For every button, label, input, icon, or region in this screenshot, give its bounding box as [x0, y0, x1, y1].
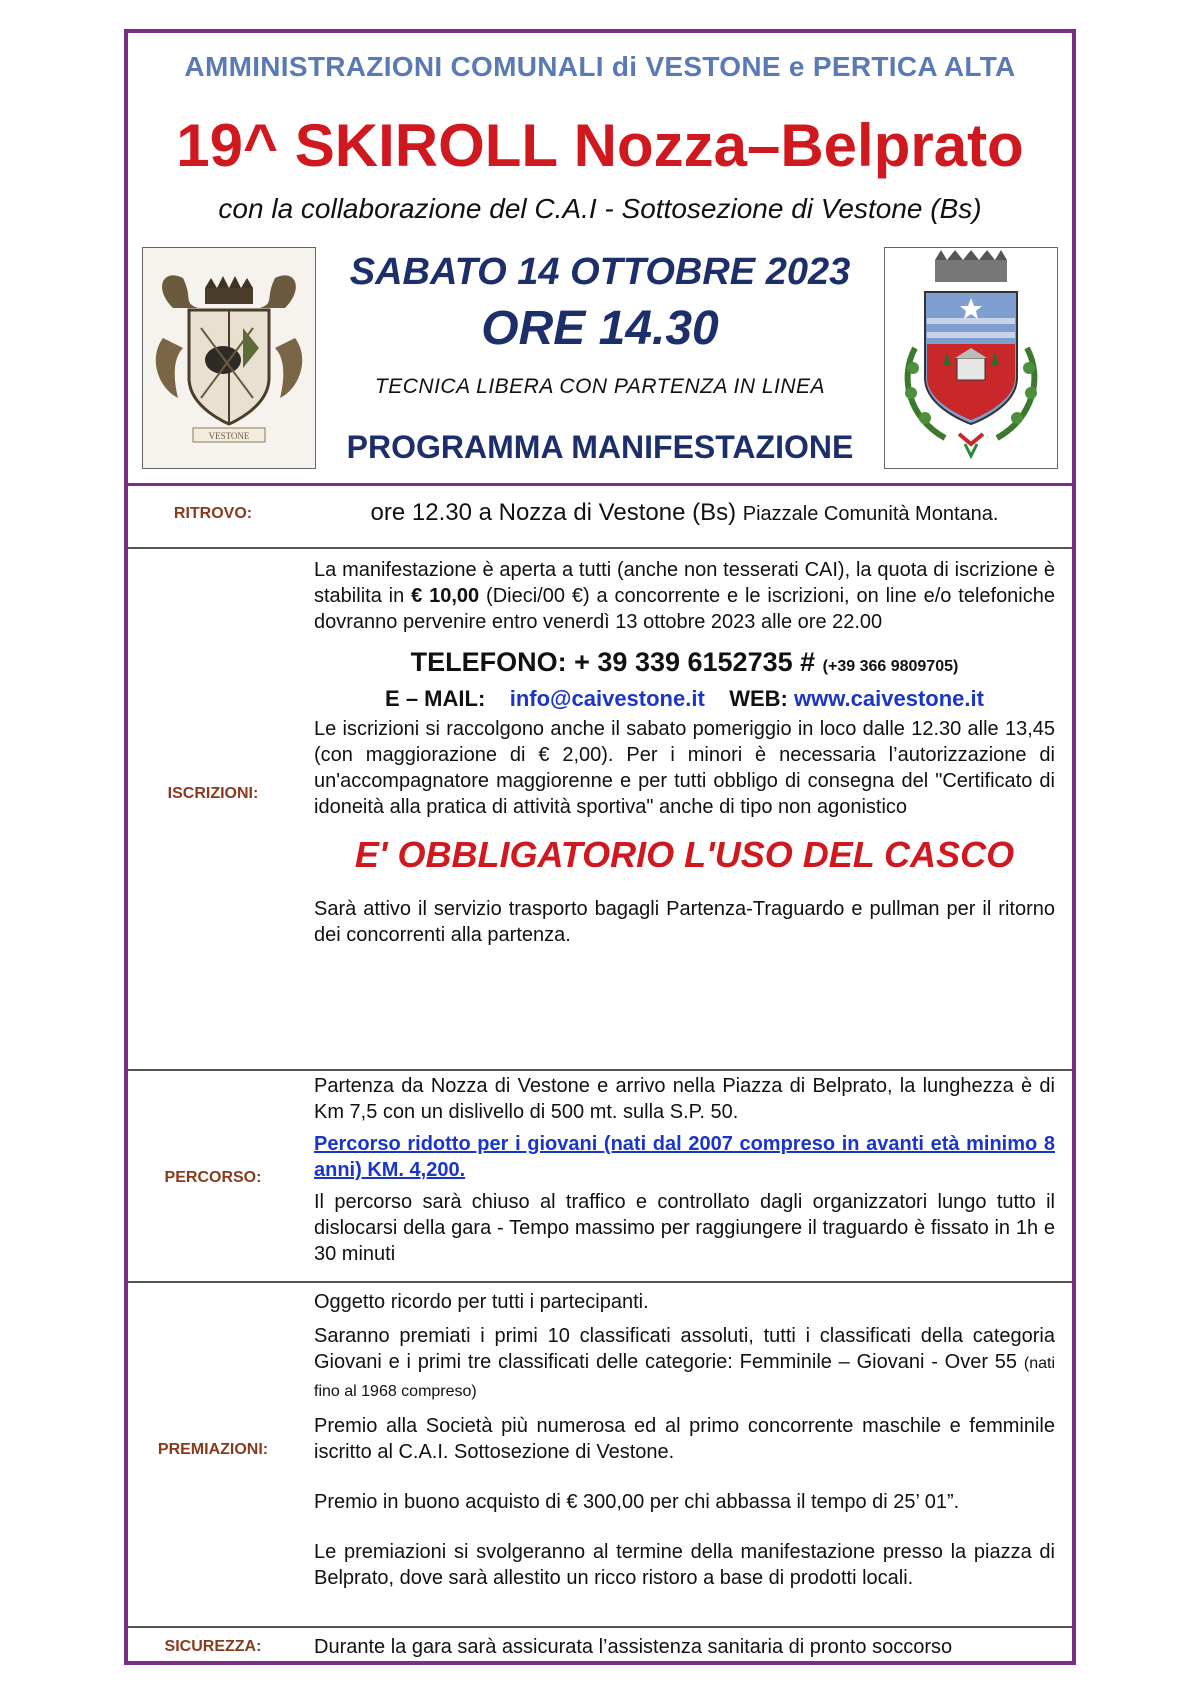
pertica-alta-crest-icon [885, 248, 1057, 468]
event-date: SABATO 14 OTTOBRE 2023 [349, 251, 851, 293]
web-label: WEB: [729, 686, 788, 711]
sicurezza-text: Durante la gara sarà assicurata l’assistenza sanitaria di pronto soccorso [314, 1636, 953, 1658]
sicurezza-row [128, 1626, 1072, 1665]
percorso-label: PERCORSO: [164, 1169, 262, 1186]
iscrizioni-p1-text-2: (Dieci/00 €) a concorrente e le iscrizioni, on line e/o telefoniche dovranno pervenire entro venerdì 13 ottobre 2023 alle ore 22.00 [314, 585, 1055, 633]
ritrovo-label: RITROVO: [173, 505, 253, 522]
email-label: E – MAIL: [385, 686, 486, 711]
premiazioni-p2-text: Saranno premiati i primi 10 classificati assoluti, tutti i classificati della categoria Giovani e i primi tre classificati delle categorie: Femminile – Giovani - Over 55 [314, 1325, 1055, 1373]
contact-line [314, 686, 1055, 712]
iscrizioni-paragraph-3: Sarà attivo il servizio trasporto bagagli Partenza-Traguardo e pullman per il ritorno dei concorrenti alla partenza. [314, 898, 1055, 946]
technique-line: TECNICA LIBERA CON PARTENZA IN LINEA [374, 375, 826, 398]
web-link[interactable]: www.caivestone.it [794, 686, 984, 711]
iscrizioni-paragraph-2: Le iscrizioni si raccolgono anche il sabato pomeriggio in loco dalle 12.30 alle 13,45 (con maggiorazione di € 2,00). Per i minori è necessaria l’autorizzazione di un'accompagnatore maggiorenne e per tutti obbligo di consegna del "Certificato di idoneità alla pratica di attività sportiva" anche di tipo non agonistico [314, 718, 1055, 818]
telephone-alt: (+39 366 9809705) [822, 658, 959, 675]
telephone-line [314, 647, 1055, 678]
premiazioni-paragraph-5: Le premiazioni si svolgeranno al termine della manifestazione presso la piazza di Belprato, dove sarà allestito un ricco ristoro a base di prodotti locali. [314, 1541, 1055, 1589]
percorso-ridotto-link[interactable]: Percorso ridotto per i giovani (nati dal 2007 compreso in avanti età minimo 8 anni) KM. 4,200. [314, 1133, 1055, 1181]
iscrizioni-label: ISCRIZIONI: [167, 785, 259, 802]
premiazioni-content [314, 1289, 1055, 1591]
iscrizioni-p1-text: La manifestazione è aperta a tutti (anche non tesserati CAI), la quota di iscrizione è stabilita in [314, 559, 1055, 607]
premiazioni-paragraph-2 [314, 1323, 1055, 1405]
sicurezza-label: SICUREZZA: [164, 1638, 262, 1655]
premiazioni-p2-note: (nati fino al 1968 compreso) [314, 1355, 1055, 1400]
admin-heading: AMMINISTRAZIONI COMUNALI di VESTONE e PERTICA ALTA [184, 51, 1016, 82]
ritrovo-place: Piazzale Comunità Montana. [742, 503, 999, 525]
iscrizioni-paragraph-1 [314, 557, 1055, 635]
telephone-main: TELEFONO: + 39 339 6152735 # [410, 647, 816, 677]
collaboration-line: con la collaborazione del C.A.I - Sottosezione di Vestone (Bs) [218, 193, 982, 224]
iscrizioni-content [314, 557, 1055, 948]
ritrovo-row [128, 483, 1072, 549]
ritrovo-content [314, 499, 1055, 527]
premiazioni-paragraph-4: Premio in buono acquisto di € 300,00 per chi abbassa il tempo di 25’ 01”. [314, 1491, 960, 1513]
email-link[interactable]: info@caivestone.it [509, 686, 705, 711]
premiazioni-paragraph-3: Premio alla Società più numerosa ed al primo concorrente maschile e femminile iscritto al C.A.I. Sottosezione di Vestone. [314, 1415, 1055, 1463]
ritrovo-main: ore 12.30 a Nozza di Vestone (Bs) [370, 499, 737, 526]
crest-banner-text: VESTONE [208, 431, 250, 441]
premiazioni-paragraph-1: Oggetto ricordo per tutti i partecipanti. [314, 1291, 649, 1313]
sicurezza-content [314, 1634, 1055, 1660]
percorso-paragraph-1: Partenza da Nozza di Vestone e arrivo nella Piazza di Belprato, la lunghezza è di Km 7,5 con un dislivello di 500 mt. sulla S.P. 50. [314, 1075, 1055, 1123]
program-heading: PROGRAMMA MANIFESTAZIONE [346, 429, 854, 465]
event-time: ORE 14.30 [481, 302, 719, 355]
percorso-paragraph-3: Il percorso sarà chiuso al traffico e controllato dagli organizzatori lungo tutto il dislocarsi della gara - Tempo massimo per raggiungere il traguardo è fissato in 1h e 30 minuti [314, 1191, 1055, 1265]
poster-frame [124, 29, 1076, 1665]
pertica-alta-crest-image [884, 247, 1058, 469]
percorso-content [314, 1073, 1055, 1267]
poster-header [128, 33, 1072, 486]
premiazioni-row [128, 1281, 1072, 1628]
event-title: 19^ SKIROLL Nozza–Belprato [176, 112, 1024, 179]
entry-fee: € 10,00 [411, 585, 480, 607]
premiazioni-label: PREMIAZIONI: [157, 1441, 269, 1458]
percorso-row [128, 1069, 1072, 1283]
helmet-notice: E' OBBLIGATORIO L'USO DEL CASCO [354, 834, 1015, 875]
iscrizioni-row [128, 547, 1072, 1071]
